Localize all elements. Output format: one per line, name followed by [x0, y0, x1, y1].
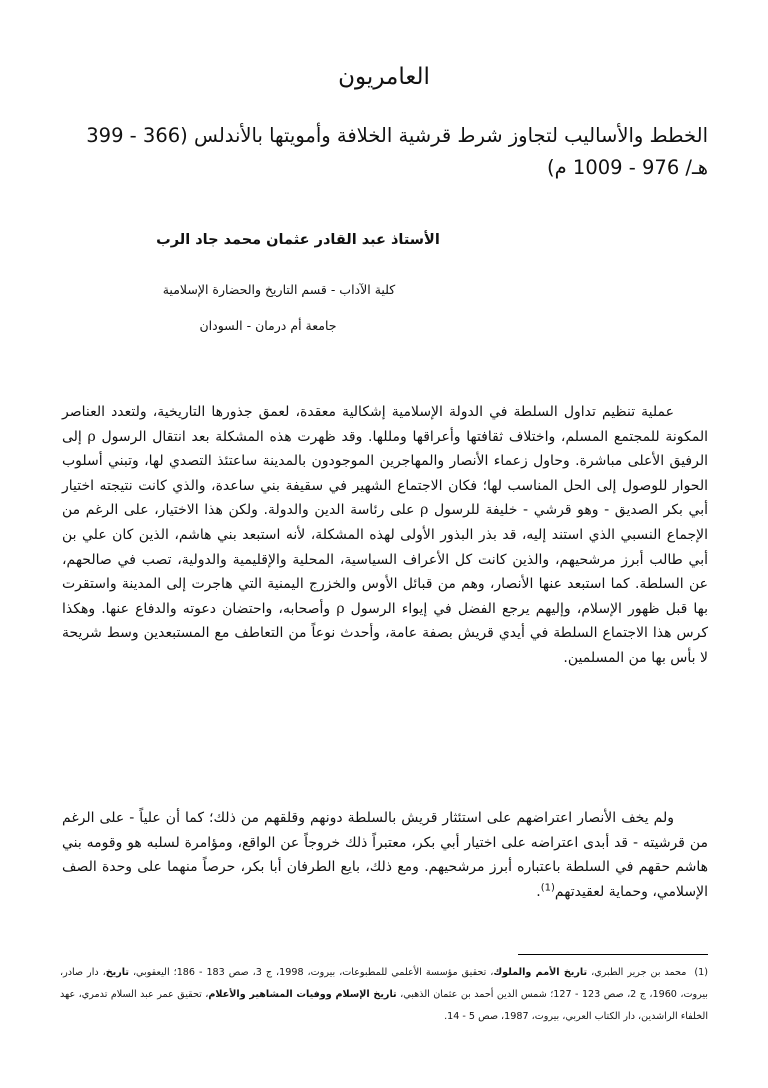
paper-subtitle: الخطط والأساليب لتجاوز شرط قرشية الخلافة وأمويتها بالأندلس (366 - 399 هـ/ 976 - 1009 م) [86, 124, 708, 179]
paragraph-1-text-a: عملية تنظيم تداول السلطة في الدولة الإسلامية إشكالية معقدة، لعمق جذورها التاريخية، ولتعدد العناصر المكونة للمجتمع المسلم، واختلاف ثقافتها وأعراقها ومللها. وقد ظهرت هذه المشكلة بعد انتقال الرسول [62, 404, 708, 445]
prophet-symbol: ρ [420, 502, 429, 519]
body-paragraph-2 [62, 806, 708, 904]
paragraph-2-text: ولم يخف الأنصار اعتراضهم على استئثار قريش بالسلطة دونهم وقلقهم من ذلك؛ كما أن علياً - على الرغم من قرشيته - قد أبدى اعتراضه على اختيار أبي بكر، معتبراً ذلك خروجاً عن الواقع، ومؤامرة لسلبه هو وقومه بني هاشم حقهم في السلطة باعتباره أبرز مرشحيهم. ومع ذلك، بايع الطرفان أبا بكر، حرصاً منهما على وحدة الصف الإسلامي، وحماية لعقيدتهم [62, 810, 708, 900]
footnote [60, 962, 708, 1028]
footnote-marker: (1) [694, 967, 709, 978]
footnote-book-title: تاريخ [105, 967, 129, 978]
footnote-reference[interactable]: (1) [540, 882, 555, 894]
footnote-book-title: تاريخ الإسلام ووفيات المشاهير والأعلام [208, 989, 397, 1000]
footnote-text-c: ، دار صادر، بيروت، 1960، ج 2، صص 123 - 127؛ شمس الدين أحمد بن عثمان الذهبي، [60, 967, 708, 1000]
prophet-symbol: ρ [336, 600, 345, 617]
footnote-text-a: محمد بن جرير الطبري، [587, 967, 687, 978]
footnote-separator [518, 954, 708, 955]
author-university: جامعة أم درمان - السودان [199, 318, 337, 333]
footnote-text-d: ، تحقيق عمر عبد السلام تدمري، عهد الخلفاء الراشدين، دار الكتاب العربي، بيروت، 1987، صص 5 - 14. [60, 989, 708, 1022]
body-paragraph-1 [62, 400, 708, 671]
paragraph-2-end: . [536, 883, 541, 900]
page-title: العامريون [338, 64, 430, 90]
prophet-symbol: ρ [87, 428, 96, 445]
author-name: الأستاذ عبد القادر عثمان محمد جاد الرب [156, 232, 440, 248]
paragraph-1-text-b: إلى الرفيق الأعلى مباشرة. وحاول زعماء الأنصار والمهاجرين الموجودون بالمدينة ساعتئذ التصدي لها، وتبني أسلوب الحوار للوصول إلى الحل المناسب لها؛ فكان الاجتماع الشهير في سقيفة بني ساعدة، والذي كانت نتيجته اختيار أبي بكر الصديق - وهو قرشي - خليفة للرسول [62, 428, 709, 519]
author-department: كلية الآداب - قسم التاريخ والحضارة الإسلامية [162, 282, 396, 297]
paragraph-1-text-c: على رئاسة الدين والدولة. ولكن هذا الاختيار، على الرغم من الإجماع النسبي الذي استند إليه، قد بذر البذور الأولى لهذه المشكلة، لأنه استبعد بني هاشم، الذين كان علي بن أبي طالب أبرز مرشحيهم، والذين كانت كل الأعراف السياسية، المحلية والإقليمية والدولية، تصب في صالحهم، عن السلطة. كما استبعد عنها الأنصار، وهم من قبائل الأوس والخزرج اليمنية التي هاجرت إلى المدينة واستقرت بها قبل ظهور الإسلام، وإليهم يرجع الفضل في إيواء الرسول [62, 502, 709, 617]
footnote-text-b: ، تحقيق مؤسسة الأعلمي للمطبوعات، بيروت، 1998، ج 3، صص 183 - 186؛ اليعقوبي، [128, 967, 494, 978]
footnote-book-title: تاريخ الأمم والملوك [493, 967, 588, 978]
paragraph-1-text-d: وأصحابه، واحتضان دعوته والدفاع عنها. وهكذا كرس هذا الاجتماع السلطة في أيدي قريش بصفة عامة، وأحدث نوعاً من التعاطف مع المستبعدين وسط شريحة لا بأس بها من المسلمين. [62, 600, 708, 666]
